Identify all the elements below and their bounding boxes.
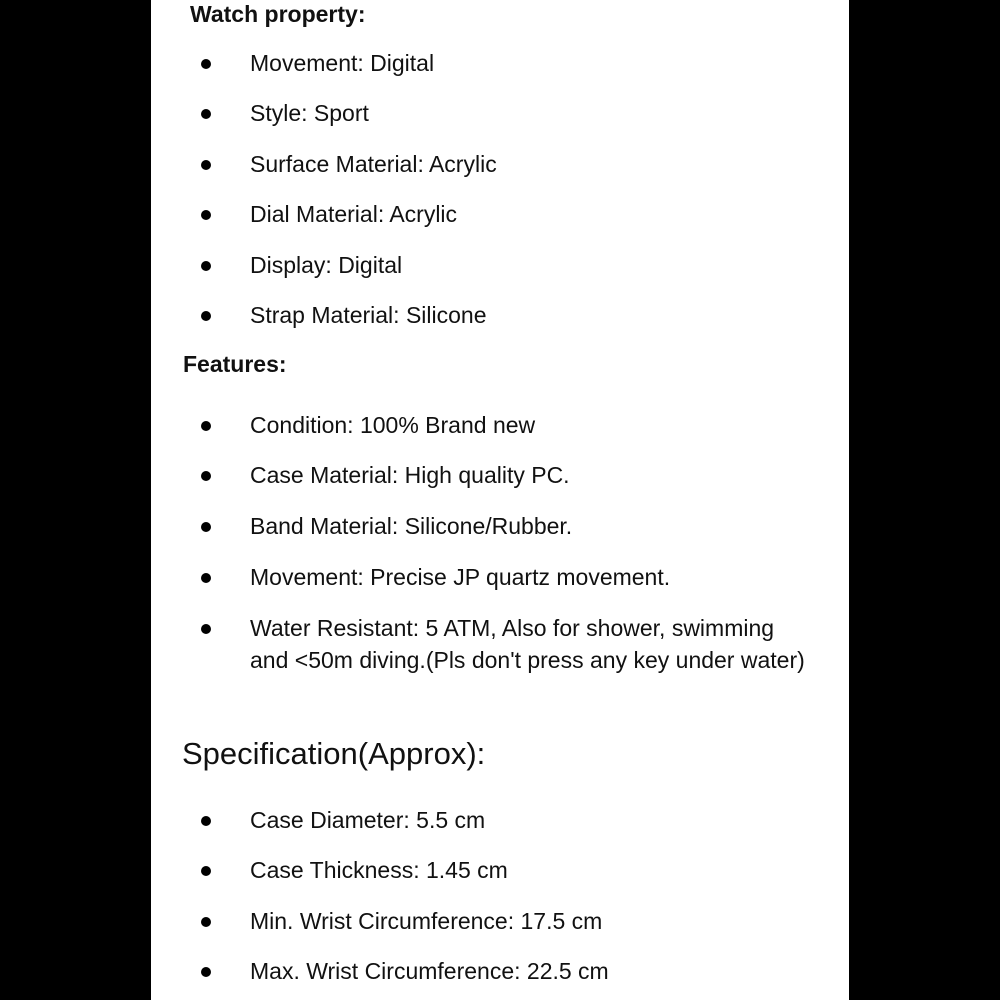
list-item-text: Case Material: High quality PC. [250, 462, 570, 488]
bullet-icon [201, 624, 211, 634]
bullet-icon [201, 471, 211, 481]
bullet-icon [201, 573, 211, 583]
bullet-icon [201, 522, 211, 532]
list-item-text: Movement: Digital [250, 50, 435, 76]
list-item-text: Strap Material: Silicone [250, 302, 487, 328]
bullet-icon [201, 311, 211, 321]
bullet-icon [201, 160, 211, 170]
bullet-icon [201, 109, 211, 119]
bullet-icon [201, 261, 211, 271]
list-item-text: Case Diameter: 5.5 cm [250, 807, 486, 833]
list-item-text: Display: Digital [250, 252, 403, 278]
list-item-text: Dial Material: Acrylic [250, 201, 458, 227]
watch-property-heading: Watch property: [190, 1, 366, 27]
features-heading: Features: [183, 351, 287, 377]
list-item-text: Max. Wrist Circumference: 22.5 cm [250, 958, 609, 984]
list-item-text: Movement: Precise JP quartz movement. [250, 564, 671, 590]
list-item-text: Condition: 100% Brand new [250, 412, 536, 438]
bullet-icon [201, 917, 211, 927]
list-item-text: Water Resistant: 5 ATM, Also for shower, swimming and <50m diving.(Pls don't press any key under water) [250, 615, 805, 673]
specification-heading: Specification(Approx): [182, 736, 486, 771]
list-item-text: Band Material: Silicone/Rubber. [250, 513, 573, 539]
bullet-icon [201, 210, 211, 220]
bullet-icon [201, 967, 211, 977]
list-item-text: Surface Material: Acrylic [250, 151, 497, 177]
bullet-icon [201, 59, 211, 69]
bullet-icon [201, 421, 211, 431]
list-item-text: Case Thickness: 1.45 cm [250, 857, 508, 883]
document-page [151, 0, 849, 1000]
bullet-icon [201, 816, 211, 826]
list-item-text: Min. Wrist Circumference: 17.5 cm [250, 908, 603, 934]
list-item-text: Style: Sport [250, 100, 369, 126]
bullet-icon [201, 866, 211, 876]
